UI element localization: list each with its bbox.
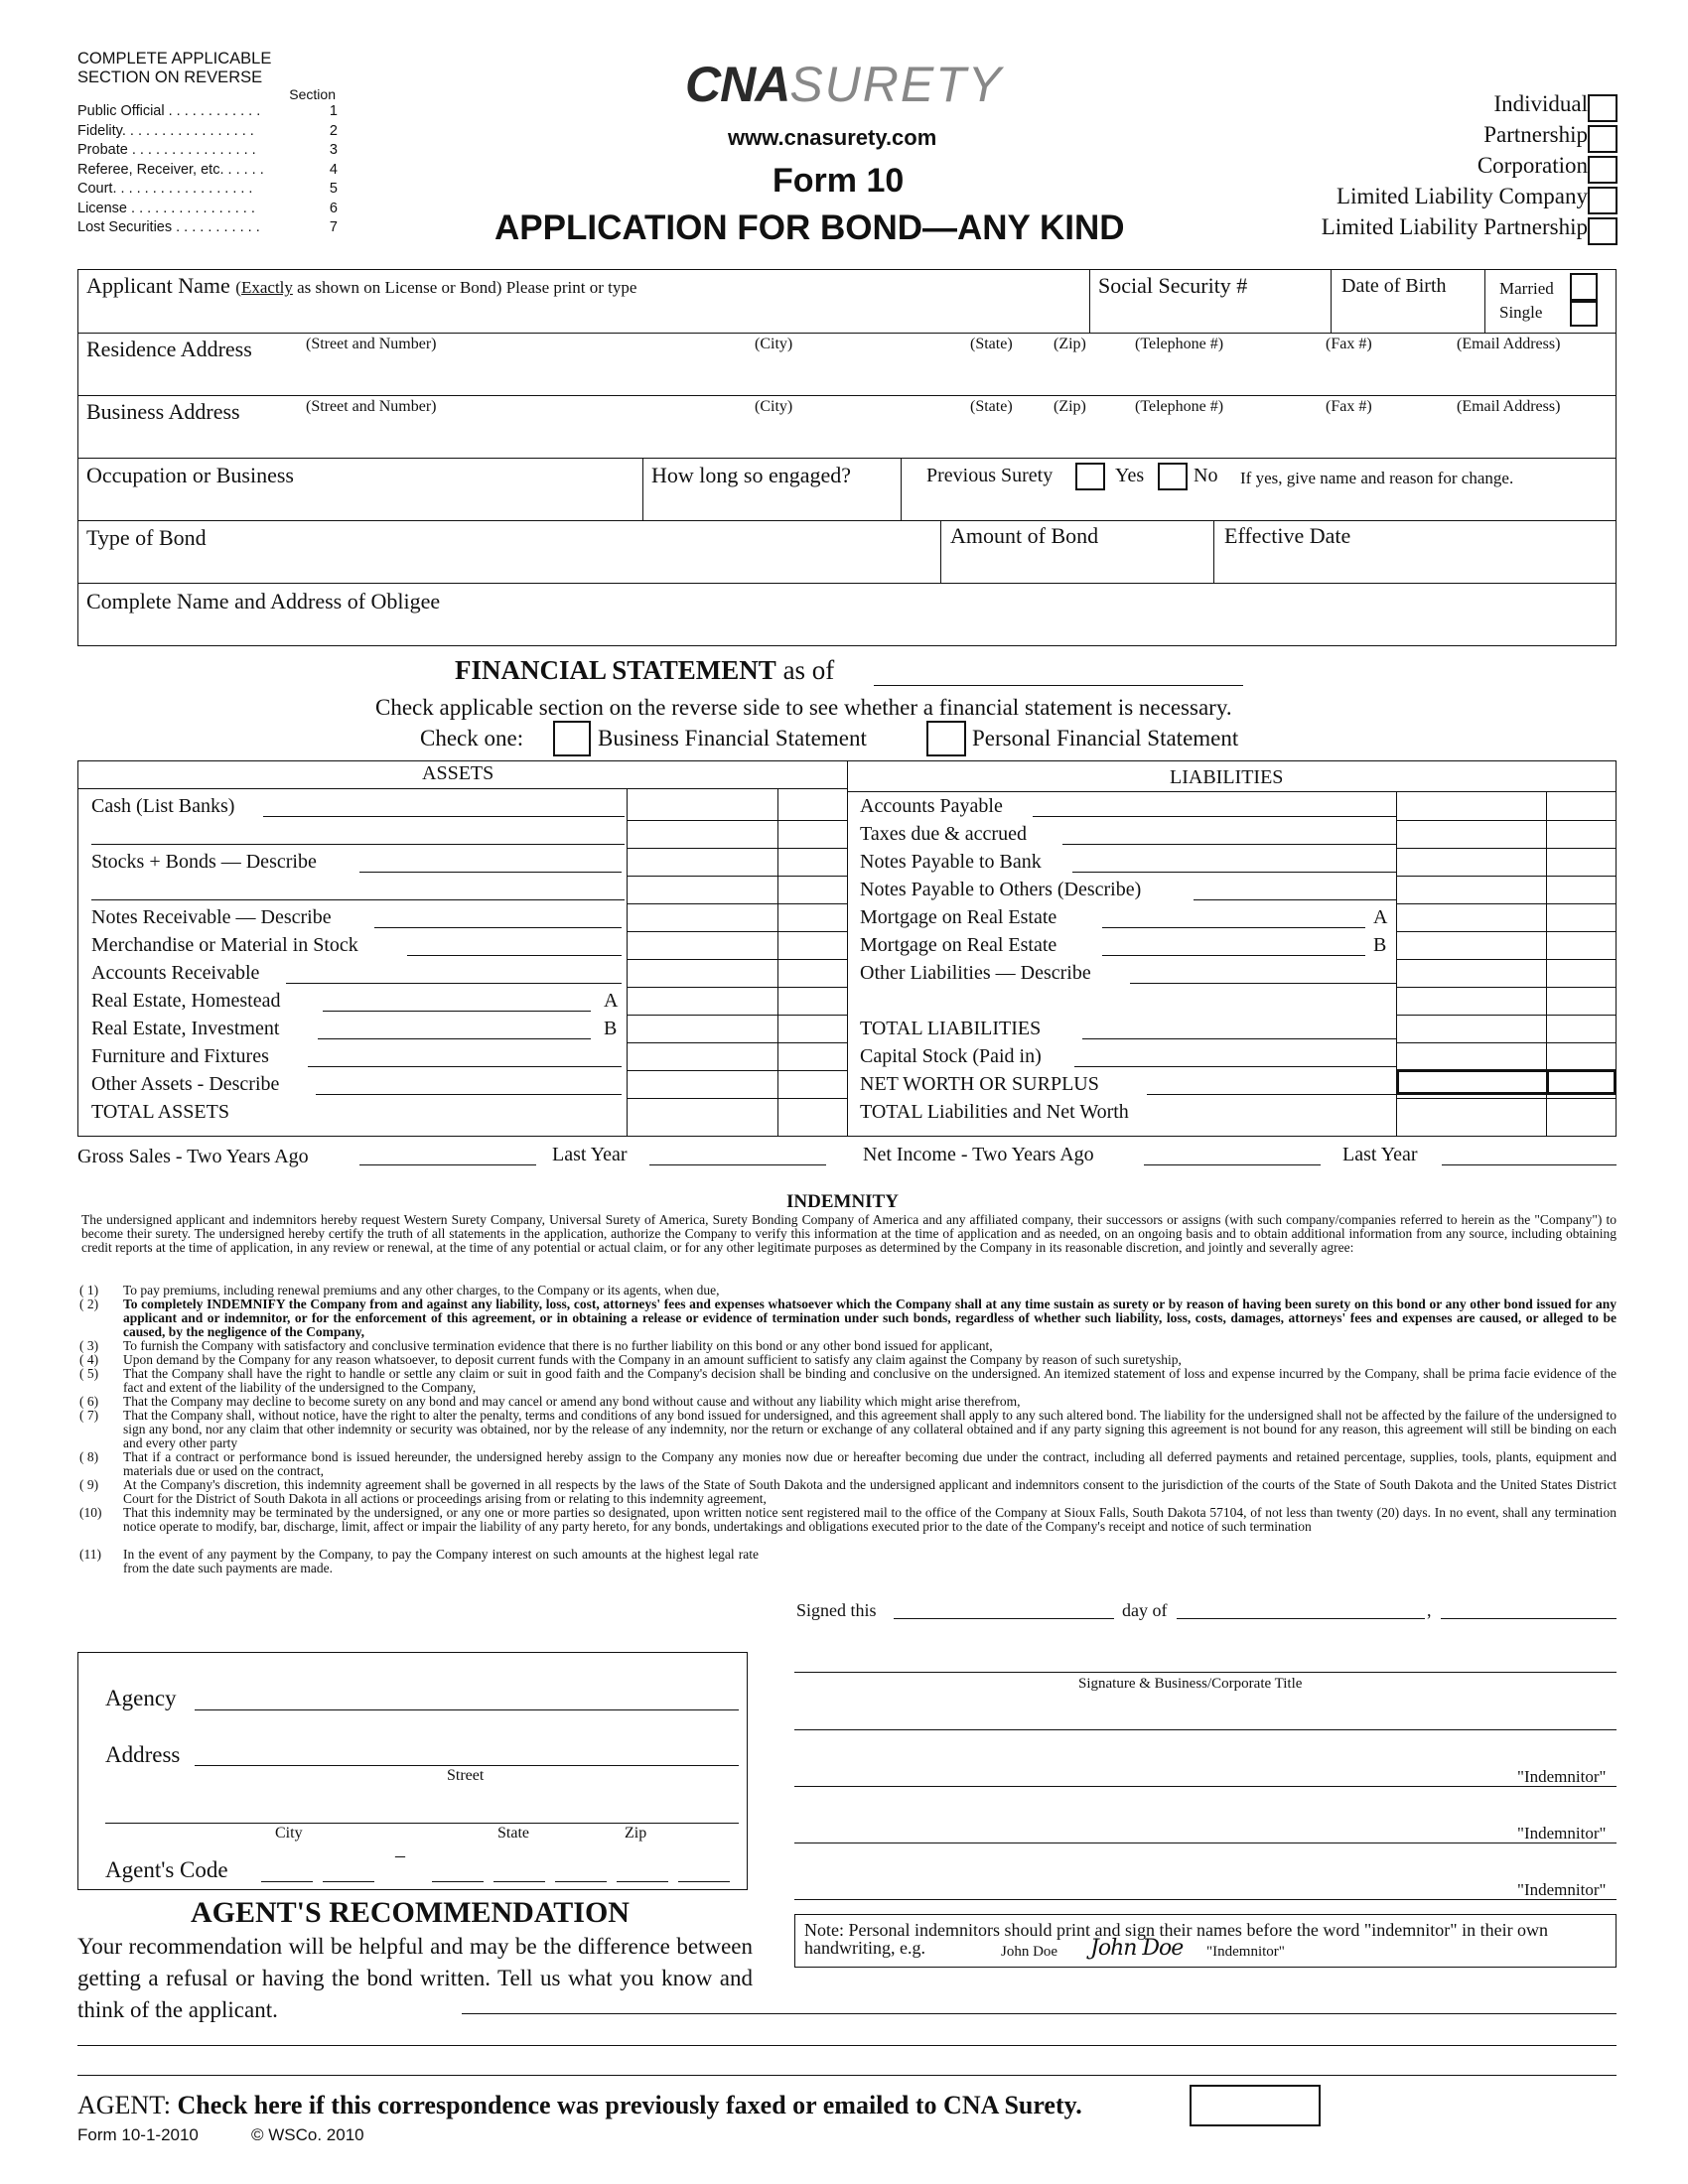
sections-header-2: SECTION ON REVERSE [77,68,263,86]
entity-type-label: Individual [1493,91,1588,116]
recommendation-title: AGENT'S RECOMMENDATION [191,1896,630,1929]
indemnitor-line-1[interactable] [794,1786,1617,1787]
residence-email: (Email Address) [1457,336,1561,352]
liability-entry-line[interactable] [1072,852,1396,873]
signature-line-2[interactable] [794,1729,1617,1730]
liability-entry-line[interactable] [1130,963,1396,984]
liability-entry-line[interactable] [1102,935,1365,956]
homestead-mark: A [604,990,622,1013]
agent-code-dash: – [395,1844,405,1866]
check-one-label: Check one: [420,726,524,751]
liability-label: TOTAL LIABILITIES [860,1018,1045,1040]
sections-list [77,50,338,238]
dob-label: Date of Birth [1341,275,1447,297]
signature-line-1[interactable] [794,1672,1617,1673]
section-number: 1 [329,103,338,119]
section-label: Fidelity. . . . . . . . . . . . . . . . . [77,122,254,139]
no-label: No [1194,465,1218,486]
indemnity-item-text: That if a contract or performance bond is issued hereunder, the undersigned hereby assign to the Company any monies now due or hereafter becoming due under the contract, including all deferred payments and retained percentage, supplies, tools, plants, equipment and materials due or used on the contract, [123,1449,1617,1478]
net-income-line[interactable] [1144,1145,1321,1165]
previously-faxed-checkbox[interactable] [1190,2085,1321,2126]
asset-label: Merchandise or Material in Stock [91,934,362,957]
liability-entry-line[interactable] [1033,796,1396,817]
asset-label: Notes Receivable — Describe [91,906,336,929]
agency-label: Agency [105,1686,177,1710]
recommendation-line-2[interactable] [77,2045,1617,2046]
asset-entry-line[interactable] [318,1019,591,1039]
financial-as-of-line[interactable] [874,663,1243,686]
indemnity-item-number: ( 9) [79,1477,99,1492]
residence-zip: (Zip) [1054,336,1086,352]
assets-header: ASSETS [422,762,494,784]
net-income-label: Net Income - Two Years Ago [863,1144,1098,1166]
net-worth-highlight [1396,1069,1617,1095]
recommendation-text: Your recommendation will be helpful and may be the difference between getting a refusal or having the bond written. Tell us what you know and think of the applicant. [77,1934,753,2022]
section-row [77,218,338,238]
section-label: Court. . . . . . . . . . . . . . . . . . [77,181,253,197]
applicant-name-label: Applicant Name (Exactly as shown on License or Bond) Please print or type [86,273,637,298]
liabilities-header: LIABILITIES [1170,766,1284,788]
net-last-year-label: Last Year [1342,1144,1422,1166]
agent-code-box-1[interactable] [261,1863,313,1882]
entity-type-checkbox[interactable] [1588,187,1618,214]
indemnity-item-number: ( 2) [79,1297,99,1311]
day-of-label: day of [1122,1600,1168,1620]
how-long-label: How long so engaged? [651,463,852,487]
liability-label: Other Liabilities — Describe [860,962,1095,985]
section-row [77,180,338,200]
agent-code-box-7[interactable] [678,1863,730,1882]
section-number: 4 [329,161,338,178]
gross-sales-line[interactable] [359,1145,536,1165]
mortgage-a-mark: A [1373,906,1391,929]
indemnity-item-number: ( 8) [79,1449,99,1464]
signed-year-line[interactable] [1441,1600,1617,1619]
asset-entry-line[interactable] [286,963,622,984]
liability-label: TOTAL Liabilities and Net Worth [860,1101,1133,1124]
form-code: Form 10-1-2010 [77,2125,199,2144]
residence-street: (Street and Number) [306,336,437,352]
section-number: 6 [329,200,338,216]
asset-row-line [627,1098,847,1099]
liability-entry-line[interactable] [1102,907,1365,928]
indemnity-item-text: That the Company shall, without notice, have the right to alter the penalty, terms and conditions of any bond issued for undersigned, and this agreement shall apply to any such altered bond. The liability for the undersigned shall not be affected by the failure of the undersigned to sign any bond, nor any claim that other indemnity or security was obtained, nor by the release of any indemnity, nor the return or exchange of any collateral obtained and if any party signing this agreement is not bound for any reason, this agreement will still be binding on each and every other party [123,1408,1617,1450]
liability-entry-line[interactable] [1147,1074,1396,1095]
section-label: Probate . . . . . . . . . . . . . . . . [77,142,256,158]
signature-title-label: Signature & Business/Corporate Title [1078,1676,1303,1692]
asset-entry-line[interactable] [407,935,622,956]
section-number: 2 [329,122,338,139]
liab-row-line [1396,820,1617,821]
cna-surety-logo [685,56,1003,113]
agent-code-box-5[interactable] [555,1863,607,1882]
indemnity-item-number: (11) [79,1547,101,1562]
indemnity-item-text: To completely INDEMNIFY the Company from and against any liability, loss, cost, attorneys' fees and expenses whatsoever which the Company shall at any time sustain as surety or by reason of having been surety on this bond or any other bond issued for any applicant and or indemnitor, or for the enforcement of this agreement, or in obtaining a release or evidence of termination under such bonds, regardless of whether such liability, loss, costs, damages, attorneys' fees and expenses are caused, or alleged to be caused, by the negligence of the Company, [123,1297,1617,1339]
asset-label: Real Estate, Homestead [91,990,285,1013]
entity-type-checkbox[interactable] [1588,217,1618,245]
amount-of-bond-label: Amount of Bond [950,523,1099,548]
agent-code-box-3[interactable] [432,1863,484,1882]
business-tel: (Telephone #) [1135,398,1224,415]
residence-state: (State) [970,336,1013,352]
indemnity-item-text: That the Company shall have the right to handle or settle any claim or suit in good faith and the Company's decision shall be binding and conclusive on the undersigned. An itemized statement of loss and expense incurred by the Company, shall be prima facie evidence of the fact and extent of the liability of the undersigned to the Company, [123,1366,1617,1395]
entity-type-checkbox[interactable] [1588,94,1618,122]
entity-type-label: Partnership [1483,122,1588,147]
indemnity-item-number: ( 4) [79,1352,99,1367]
asset-entry-line[interactable] [316,1074,622,1095]
liability-label: Notes Payable to Others (Describe) [860,879,1145,901]
asset-label: Cash (List Banks) [91,795,238,818]
married-label: Married [1499,279,1554,298]
single-checkbox[interactable] [1570,301,1598,327]
asset-label: Other Assets - Describe [91,1073,283,1096]
mortgage-b-mark: B [1373,934,1390,957]
asset-row-line [627,848,847,849]
date-comma: , [1427,1600,1432,1620]
business-street: (Street and Number) [306,398,437,415]
asset-entry-line[interactable] [308,1046,622,1067]
asset-row-line [627,1015,847,1016]
section-label: License . . . . . . . . . . . . . . . . [77,200,255,216]
section-label: Referee, Receiver, etc. . . . . . [77,161,264,178]
liab-row-line [1396,1015,1617,1016]
liability-entry-line[interactable] [1082,1019,1396,1039]
city-label: City [275,1825,303,1842]
copyright: © WSCo. 2010 [251,2125,364,2144]
zip-label: Zip [625,1825,647,1842]
gross-sales-label: Gross Sales - Two Years Ago [77,1146,313,1168]
logo-light: SURETY [789,57,1004,112]
signed-month-line[interactable] [1177,1600,1425,1619]
example-name: John Doe [1001,1944,1058,1960]
indemnity-item-number: ( 6) [79,1394,99,1409]
liability-label: Capital Stock (Paid in) [860,1045,1046,1068]
state-label: State [497,1825,529,1842]
address-line[interactable] [195,1741,739,1766]
section-number: 3 [329,142,338,158]
section-label: Public Official . . . . . . . . . . . . [77,103,261,119]
asset-label: Stocks + Bonds — Describe [91,851,321,874]
website: www.cnasurety.com [728,125,937,150]
indemnity-item-text: At the Company's discretion, this indemnity agreement shall be governed in all respects by the laws of the State of South Dakota and the undersigned applicant and indemnitors consent to the jurisdiction of the courts of the State of South Dakota and the United States District Court for the District of South Dakota in all actions or proceedings arising from or relating to this indemnity agreement, [123,1477,1617,1506]
section-row [77,200,338,219]
indemnity-item-text: To furnish the Company with satisfactory and conclusive termination evidence that there is no further liability on this bond or any other bond issued for applicant, [123,1338,993,1353]
liab-row-line [1396,1098,1617,1099]
form-number: Form 10 [773,162,905,200]
residence-city: (City) [755,336,793,352]
asset-label: Furniture and Fixtures [91,1045,273,1068]
asset-label: Accounts Receivable [91,962,263,985]
indemnity-item-text: To pay premiums, including renewal premiums and any other charges, to the Company or its agents, when due, [123,1283,720,1297]
asset-entry-line[interactable] [91,824,625,845]
asset-row-line [627,1042,847,1043]
business-zip: (Zip) [1054,398,1086,415]
business-financial-checkbox[interactable] [553,721,591,756]
personal-financial-label: Personal Financial Statement [972,726,1239,751]
city-state-zip-line[interactable] [105,1823,739,1824]
asset-row-line [627,931,847,932]
agents-code-label: Agent's Code [105,1857,228,1882]
page-title: APPLICATION FOR BOND—ANY KIND [494,208,1125,247]
asset-label: TOTAL ASSETS [91,1101,233,1124]
entity-type-checkbox[interactable] [1588,156,1618,184]
liab-row-line [1396,987,1617,988]
business-state: (State) [970,398,1013,415]
gross-last-year-label: Last Year [552,1144,632,1166]
indemnity-item-number: ( 5) [79,1366,99,1381]
address-label: Address [105,1742,181,1767]
indemnity-item-number: (10) [79,1505,102,1520]
liability-entry-line[interactable] [1074,1046,1396,1067]
indemnity-item-number: ( 1) [79,1283,99,1297]
previous-surety-no-checkbox[interactable] [1158,463,1188,490]
indemnity-intro: The undersigned applicant and indemnitors hereby request Western Surety Company, Universal Surety of America, Surety Bonding Company of America and any affiliated company, their successors or assigns (with such company/companies referred to herein as the "Company") to become their surety. The undersigned hereby certify the truth of all statements in the application, authorize the Company to verify this information at the time of application and as needed, on an ongoing basis and to obtain additional information from any source, including obtaining credit reports at the time of application, in any review or renewal, at the time of any potential or actual claim, or for any other legitimate purposes as determined by the Company in its reasonable discretion, and jointly and severally agree: [81,1212,1617,1255]
signed-this-label: Signed this [796,1600,877,1620]
indemnity-item-number: ( 7) [79,1408,99,1423]
asset-entry-line[interactable] [359,852,622,873]
ssn-label: Social Security # [1098,273,1248,298]
liability-label: Accounts Payable [860,795,1007,818]
section-row [77,161,338,181]
liability-label: Taxes due & accrued [860,823,1031,846]
obligee-label: Complete Name and Address of Obligee [86,589,441,614]
entity-type-checkbox[interactable] [1588,125,1618,153]
sections-col-label: Section [289,86,336,102]
indemnitor-label-3: "Indemnitor" [1517,1880,1607,1899]
asset-entry-line[interactable] [91,880,625,900]
occupation-label: Occupation or Business [86,463,294,487]
business-fax: (Fax #) [1326,398,1372,415]
type-of-bond-label: Type of Bond [86,525,207,550]
previous-surety-yes-checkbox[interactable] [1075,463,1105,490]
indemnity-item-text: Upon demand by the Company for any reason whatsoever, to deposit current funds with the Company in an amount sufficient to satisfy any claim against the Company by reason of such suretyship, [123,1352,1182,1367]
indemnity-item-text: In the event of any payment by the Company, to pay the Company interest on such amounts at the highest legal rate from the date such payments are made. [123,1547,759,1575]
gross-last-year-line[interactable] [649,1145,826,1165]
asset-entry-line[interactable] [323,991,591,1012]
liab-row-line [1396,876,1617,877]
example-signature: John Doe [1090,1936,1184,1961]
investment-mark: B [604,1018,621,1040]
signed-day-line[interactable] [894,1600,1114,1619]
residence-tel: (Telephone #) [1135,336,1224,352]
agent-code-box-6[interactable] [617,1863,668,1882]
asset-row-line [627,1070,847,1071]
agency-line[interactable] [195,1686,739,1710]
entity-type-label: Limited Liability Company [1336,184,1588,208]
asset-row-line [627,903,847,904]
effective-date-label: Effective Date [1224,523,1351,548]
liab-row-line [1396,903,1617,904]
sections-header-1: COMPLETE APPLICABLE [77,50,272,68]
recommendation-line-1[interactable] [462,1993,1617,2014]
asset-entry-line[interactable] [263,796,625,817]
section-number: 5 [329,181,338,197]
agent-check-statement: AGENT: Check here if this correspondence was previously faxed or emailed to CNA Surety. [77,2091,1082,2119]
asset-row-line [627,820,847,821]
liab-row-line [1396,848,1617,849]
residence-address-label: Residence Address [86,337,252,361]
indemnity-item-text: That the Company may decline to become surety on any bond and may cancel or amend any bond without cause and without any liability which might arise therefrom, [123,1394,1021,1409]
yes-label: Yes [1115,465,1145,486]
indemnity-item-number: ( 3) [79,1338,99,1353]
asset-row-line [627,987,847,988]
business-financial-label: Business Financial Statement [598,726,867,751]
if-yes-text: If yes, give name and reason for change. [1240,469,1514,487]
logo-bold: CNA [685,57,790,112]
street-label: Street [447,1767,485,1784]
business-email: (Email Address) [1457,398,1561,415]
married-checkbox[interactable] [1570,273,1598,301]
financial-note: Check applicable section on the reverse side to see whether a financial statement is necessary. [375,695,1232,720]
residence-fax: (Fax #) [1326,336,1372,352]
indemnity-item-text: That this indemnity may be terminated by the undersigned, or any one or more parties so designated, upon written notice sent registered mail to the office of the Company at Sioux Falls, South Dakota 57104, of not less than twenty (20) days. In no event, shall any termination notice operate to modify, bar, discharge, limit, affect or impair the liability of any party hereto, for any bonds, undertakings and obligations executed prior to the date of the Company's receipt and notice of such termination [123,1505,1617,1534]
liability-label: Mortgage on Real Estate [860,906,1060,929]
asset-entry-line[interactable] [374,907,622,928]
indemnitor-note: Note: Personal indemnitors should print and sign their names before the word "indemnitor" in their own handwriting, e.g. [804,1920,1549,1958]
liab-row-line [1396,931,1617,932]
indemnitor-label-2: "Indemnitor" [1517,1824,1607,1843]
business-city: (City) [755,398,793,415]
example-indemnitor: "Indemnitor" [1206,1944,1285,1960]
section-row [77,122,338,142]
section-row [77,141,338,161]
section-label: Lost Securities . . . . . . . . . . . [77,219,260,235]
indemnitor-line-3[interactable] [794,1899,1617,1900]
asset-row-line [627,876,847,877]
section-number: 7 [329,219,338,235]
liab-row-line [1396,959,1617,960]
liability-label: Mortgage on Real Estate [860,934,1060,957]
business-address-label: Business Address [86,399,240,424]
single-label: Single [1499,303,1543,322]
personal-financial-checkbox[interactable] [926,721,966,756]
entity-type-label: Limited Liability Partnership [1321,214,1588,239]
agent-code-box-4[interactable] [493,1863,545,1882]
liability-entry-line[interactable] [1194,880,1396,900]
agent-code-box-2[interactable] [323,1863,374,1882]
recommendation-line-3[interactable] [77,2075,1617,2076]
net-last-year-line[interactable] [1442,1145,1617,1165]
liab-row-line [1396,1042,1617,1043]
liability-label: Notes Payable to Bank [860,851,1046,874]
liability-label: NET WORTH OR SURPLUS [860,1073,1103,1096]
financial-statement-title: FINANCIAL STATEMENT as of [455,655,835,685]
asset-row-line [627,959,847,960]
liability-entry-line[interactable] [1062,824,1396,845]
previous-surety-label: Previous Surety [926,465,1054,486]
indemnitor-label-1: "Indemnitor" [1517,1767,1607,1786]
section-row [77,102,338,122]
indemnity-title: INDEMNITY [786,1191,899,1212]
asset-label: Real Estate, Investment [91,1018,283,1040]
entity-type-label: Corporation [1477,153,1588,178]
